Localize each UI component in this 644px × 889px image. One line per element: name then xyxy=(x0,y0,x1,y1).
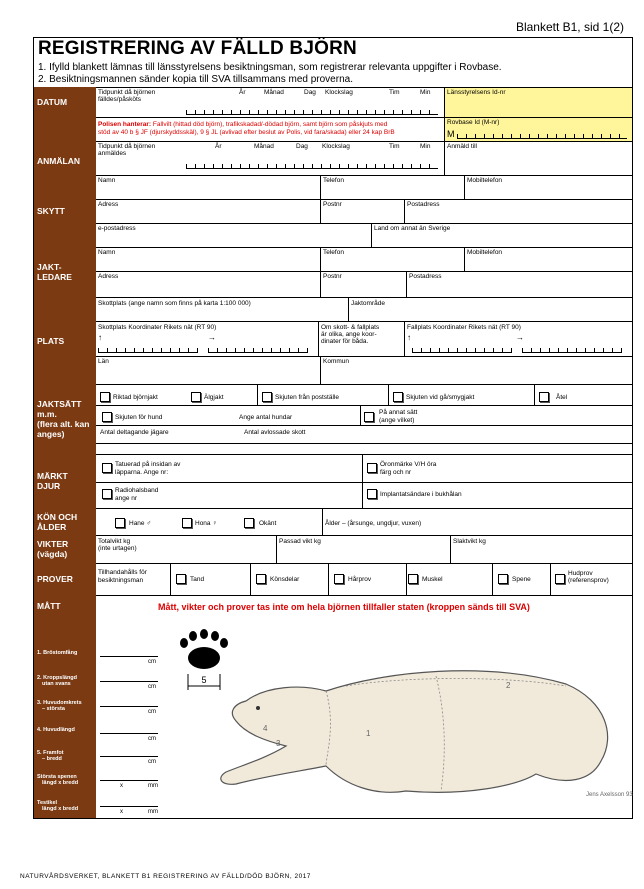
skytt-postnr-label: Postnr xyxy=(323,201,342,208)
skytt-adress-label: Adress xyxy=(98,201,119,208)
datum-row xyxy=(96,87,632,118)
matt-item-unit: cm xyxy=(148,709,156,715)
skytt-namn-label: Namn xyxy=(98,177,116,184)
antal-hundar-label: Ange antal hundar xyxy=(239,414,293,421)
matt-item-unit: cm xyxy=(148,759,156,765)
section-jaktledare: JAKT- LEDARE xyxy=(34,247,96,297)
skott-koord-label: Skottplats Koordinater Rikets nät (RT 90) xyxy=(98,324,217,331)
riktad-bjornjakt-checkbox[interactable] xyxy=(100,392,110,402)
datum-min-label: Min xyxy=(420,89,431,96)
section-kon: KÖN OCH ÅLDER xyxy=(34,508,96,535)
kommun-label: Kommun xyxy=(323,358,350,365)
anmalan-manad-label: Månad xyxy=(254,143,274,150)
markt-row xyxy=(96,454,632,509)
tatuerad-label: Tatuerad på insidan av xyxy=(115,461,181,468)
okant-checkbox[interactable] xyxy=(244,518,254,528)
matt-item-input[interactable] xyxy=(100,733,158,734)
section-anmalan: ANMÄLAN xyxy=(34,117,96,175)
anmalan-tidpunkt-label: Tidpunkt då björnen xyxy=(98,143,156,150)
skytt-telefon-label: Telefon xyxy=(323,177,344,184)
anmalan-klockslag-label: Klockslag xyxy=(322,143,350,150)
matt-item-sublabel: – största xyxy=(42,706,65,712)
spene-label: Spene xyxy=(512,576,531,583)
section-vikter: VIKTER (vägda) xyxy=(34,535,96,563)
skott-koord-east-input[interactable] xyxy=(208,346,308,353)
atel-label: Åtel xyxy=(556,394,568,401)
skytt-epost-label: e-postadress xyxy=(98,225,136,232)
registration-form xyxy=(33,37,633,819)
matt-item-input[interactable] xyxy=(100,656,158,657)
police-text-2: stöd av 40 b § JF (djurskyddsskäl), 9 § JL (avlivad efter beslut av Polis, vid fara/skada) eller 24 kap BrB xyxy=(98,129,395,136)
harprov-checkbox[interactable] xyxy=(334,574,344,584)
algjakt-checkbox[interactable] xyxy=(191,392,201,402)
datum-tim-label: Tim xyxy=(389,89,400,96)
matt-item-input[interactable] xyxy=(100,806,158,807)
matt-item-input[interactable] xyxy=(100,681,158,682)
totalvikt-label-2: (inte urtagen) xyxy=(98,545,137,552)
tatuerad-label-2: läpparna. Ange nr: xyxy=(115,469,169,476)
matt-item-label: 4. Huvudlängd xyxy=(37,727,75,733)
anmalan-tim-label: Tim xyxy=(389,143,400,150)
matt-item-label: 3. Huvudomkrets xyxy=(37,700,82,706)
hona-checkbox[interactable] xyxy=(182,518,192,528)
jaktomrade-label: Jaktområde xyxy=(351,300,385,307)
matt-item-input[interactable] xyxy=(100,780,158,781)
matt-item-x: x xyxy=(120,809,123,815)
page-title: REGISTRERING AV FÄLLD BJÖRN xyxy=(38,38,357,59)
form-id: Blankett B1, sid 1(2) xyxy=(515,20,624,34)
skott-east-arrow: → xyxy=(208,333,216,342)
algjakt-label: Älgjakt xyxy=(204,394,224,401)
datum-date-input[interactable] xyxy=(186,108,438,115)
artist-signature: Jens Axelsson 93 xyxy=(586,792,633,798)
fall-koord-label: Fallplats Koordinater Rikets nät (RT 90) xyxy=(407,324,521,331)
annat-satt-checkbox[interactable] xyxy=(364,412,374,422)
radiohalsband-checkbox[interactable] xyxy=(102,489,112,499)
police-text: Polisen hanterar: Fallvilt (hittad död björn), trafikskadad/-dödad björn, samt björn som påskjuts med xyxy=(98,121,388,128)
matt-item-sublabel: – bredd xyxy=(42,756,62,762)
spene-checkbox[interactable] xyxy=(498,574,508,584)
implantat-checkbox[interactable] xyxy=(367,489,377,499)
matt-item-label: 5. Framfot xyxy=(37,750,64,756)
hona-label: Hona ♀ xyxy=(195,520,218,527)
instruction-1: 1. Ifylld blankett lämnas till länsstyrelsens besiktningsman, som registrerar relevanta uppgifter i Rovbase. xyxy=(38,62,502,73)
harprov-label: Hårprov xyxy=(348,576,372,583)
rovbase-prefix: M xyxy=(447,129,455,139)
matt-item-unit: cm xyxy=(148,736,156,742)
anmald-till-label: Anmäld till xyxy=(447,143,477,150)
matt-item-label: 1. Bröstomfång xyxy=(37,650,78,656)
matt-item-label: 2. Kroppslängd xyxy=(37,675,78,681)
section-matt: MÅTT xyxy=(34,595,96,818)
om-skott-label-3: dinater för båda. xyxy=(321,338,369,345)
riktad-label: Riktad björnjakt xyxy=(113,394,158,401)
lan-label: Län xyxy=(98,358,109,365)
muskel-label: Muskel xyxy=(422,576,443,583)
deltagande-label: Antal deltagande jägare xyxy=(100,429,169,436)
konsdelar-checkbox[interactable] xyxy=(256,574,266,584)
skytt-mobil-label: Mobiltelefon xyxy=(467,177,503,184)
skott-koord-north-input[interactable] xyxy=(98,346,198,353)
section-jaktsatt: JAKTSÄTT m.m. (flera alt. kan anges) xyxy=(34,384,96,454)
jaktledare-telefon-label: Telefon xyxy=(323,249,344,256)
tillhandahalls-label-2: besiktningsman xyxy=(98,577,144,584)
matt-item-input[interactable] xyxy=(100,706,158,707)
skytt-row xyxy=(96,175,632,248)
fall-koord-east-input[interactable] xyxy=(522,346,622,353)
bear-number-4: 4 xyxy=(263,724,268,733)
footer: NATURVÅRDSVERKET, BLANKETT B1 REGISTRERING AV FÄLLD/DÖD BJÖRN, 2017 xyxy=(20,873,311,880)
matt-row xyxy=(96,595,632,819)
hund-label: Skjuten för hund xyxy=(115,414,163,421)
rovbase-id-input[interactable] xyxy=(457,132,627,139)
jaktledare-row xyxy=(96,247,632,298)
anmalan-dag-label: Dag xyxy=(296,143,308,150)
annat-satt-label-2: (ange vilket) xyxy=(379,417,415,424)
matt-item-unit: mm xyxy=(148,783,158,789)
skott-north-arrow: ↑ xyxy=(98,333,102,342)
rovbase-id-label: Rovbase Id (M-nr) xyxy=(447,119,500,126)
hudprov-label: Hudprov xyxy=(568,570,593,577)
fall-koord-north-input[interactable] xyxy=(412,346,512,353)
om-skott-label-2: är olika, ange koor- xyxy=(321,331,377,338)
smygjakt-checkbox[interactable] xyxy=(393,392,403,402)
fall-north-arrow: ↑ xyxy=(407,333,411,342)
tand-label: Tand xyxy=(190,576,205,583)
hund-checkbox[interactable] xyxy=(102,412,112,422)
anmalan-date-input[interactable] xyxy=(186,162,438,169)
hane-checkbox[interactable] xyxy=(115,518,125,528)
hudprov-checkbox[interactable] xyxy=(555,574,565,584)
datum-tidpunkt-label: Tidpunkt då björnen xyxy=(98,89,156,96)
matt-item-unit: cm xyxy=(148,684,156,690)
matt-item-x: x xyxy=(120,783,123,789)
jaktledare-postadress-label: Postadress xyxy=(409,273,442,280)
slaktvikt-label: Slaktvikt kg xyxy=(453,538,486,545)
jaktledare-mobil-label: Mobiltelefon xyxy=(467,249,503,256)
oronmarke-label: Öronmärke V/H öra xyxy=(380,461,437,468)
police-row xyxy=(96,117,632,142)
hudprov-label-2: (referensprov) xyxy=(568,577,609,584)
kon-row xyxy=(96,508,632,536)
tillhandahalls-label: Tillhandahålls för xyxy=(98,569,147,576)
oronmarke-label-2: färg och nr xyxy=(380,469,412,476)
matt-item-sublabel: längd x bredd xyxy=(42,780,79,786)
radiohalsband-label-2: ange nr xyxy=(115,495,138,502)
anmalan-row xyxy=(96,141,632,176)
skytt-postadress-label: Postadress xyxy=(407,201,440,208)
implantat-label: Implantatsändare i bukhålan xyxy=(380,491,462,498)
datum-tidpunkt-label-2: fälldes/påsköts xyxy=(98,96,141,103)
bear-number-2: 2 xyxy=(506,681,511,690)
avlossade-label: Antal avlossade skott xyxy=(244,429,306,436)
jaktsatt-row xyxy=(96,384,632,455)
skottplats-label: Skottplats (ange namn som finns på karta 1:100 000) xyxy=(98,300,251,307)
tatuerad-checkbox[interactable] xyxy=(102,463,112,473)
tand-checkbox[interactable] xyxy=(176,574,186,584)
konsdelar-label: Könsdelar xyxy=(270,576,300,583)
paw-width-label: 5 xyxy=(201,675,207,685)
section-prover: PROVER xyxy=(34,563,96,595)
plats-row xyxy=(96,297,632,385)
datum-manad-label: Månad xyxy=(264,89,284,96)
hane-label: Hane ♂ xyxy=(129,520,152,527)
matt-item-label: Testikel xyxy=(37,800,58,806)
matt-item-input[interactable] xyxy=(100,756,158,757)
annat-satt-label: På annat sätt xyxy=(379,409,418,416)
bear-number-3: 3 xyxy=(276,739,281,748)
section-datum: DATUM xyxy=(34,87,96,117)
oronmarke-checkbox[interactable] xyxy=(367,463,377,473)
datum-dag-label: Dag xyxy=(304,89,316,96)
section-markt: MÄRKT DJUR xyxy=(34,454,96,508)
jaktledare-adress-label: Adress xyxy=(98,273,119,280)
totalvikt-label: Totalvikt kg xyxy=(98,538,131,545)
alder-label: Ålder – (årsunge, ungdjur, vuxen) xyxy=(325,520,422,527)
okant-label: Okänt xyxy=(259,520,277,527)
datum-klockslag-label: Klockslag xyxy=(325,89,353,96)
matt-item-unit: cm xyxy=(148,659,156,665)
anmalan-min-label: Min xyxy=(420,143,431,150)
jaktledare-postnr-label: Postnr xyxy=(323,273,342,280)
anmalan-ar-label: År xyxy=(215,143,222,150)
radiohalsband-label: Radiohalsband xyxy=(115,487,159,494)
datum-ar-label: År xyxy=(239,89,246,96)
poststalle-label: Skjuten från postställe xyxy=(275,394,339,401)
instruction-2: 2. Besiktningsmannen sänder kopia till SVA tillsammans med proverna. xyxy=(38,74,353,85)
skytt-land-label: Land om annat än Sverige xyxy=(374,225,451,232)
matt-item-sublabel: utan svans xyxy=(42,681,71,687)
vikter-row xyxy=(96,535,632,564)
prover-row xyxy=(96,563,632,596)
section-skytt: SKYTT xyxy=(34,175,96,247)
smygjakt-label: Skjuten vid gå/smygjakt xyxy=(406,394,475,401)
matt-item-unit: mm xyxy=(148,809,158,815)
matt-notice: Mått, vikter och prover tas inte om hela björnen tillfaller staten (kroppen sänds till SVA) xyxy=(158,602,530,612)
passad-vikt-label: Passad vikt kg xyxy=(279,538,321,545)
rovbase-id-field[interactable] xyxy=(444,118,632,142)
poststalle-checkbox[interactable] xyxy=(262,392,272,402)
anmalan-tidpunkt-label-2: anmäldes xyxy=(98,150,127,157)
bear-number-1: 1 xyxy=(366,729,371,738)
fall-east-arrow: → xyxy=(516,333,524,342)
matt-item-label: Största spenen xyxy=(37,774,77,780)
muskel-checkbox[interactable] xyxy=(408,574,418,584)
bear-diagram xyxy=(206,646,633,806)
atel-checkbox[interactable] xyxy=(539,392,549,402)
section-plats: PLATS xyxy=(34,297,96,384)
jaktledare-namn-label: Namn xyxy=(98,249,116,256)
lansstyrelsens-id-field[interactable] xyxy=(444,88,632,118)
om-skott-label-1: Om skott- & fallplats xyxy=(321,324,380,331)
lansstyrelsens-id-label: Länsstyrelsens Id-nr xyxy=(447,89,506,96)
matt-item-sublabel: längd x bredd xyxy=(42,806,79,812)
